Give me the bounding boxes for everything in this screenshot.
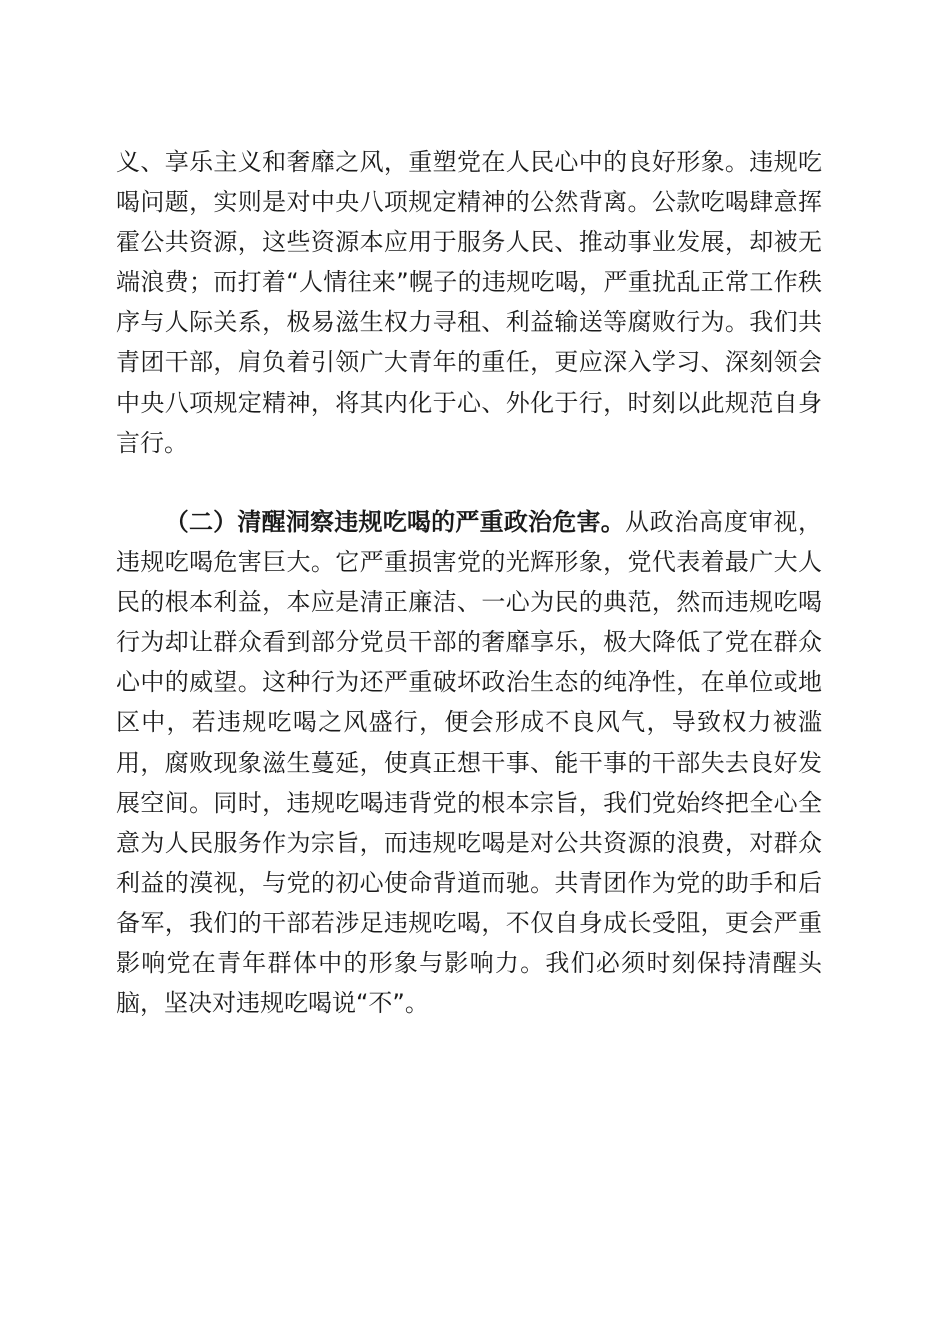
- section-body: 从政治高度审视，违规吃喝危害巨大。它严重损害党的光辉形象，党代表着最广大人民的根本利益，本应是清正廉洁、一心为民的典范，然而违规吃喝行为却让群众看到部分党员干部的奢靡享乐，极大降低了党在群众心中的威望。这种行为还严重破坏政治生态的纯净性，在单位或地区中，若违规吃喝之风盛行，便会形成不良风气，导致权力被滥用，腐败现象滋生蔓延，使真正想干事、能干事的干部失去良好发展空间。同时，违规吃喝违背党的根本宗旨，我们党始终把全心全意为人民服务作为宗旨，而违规吃喝是对公共资源的浪费，对群众利益的漠视，与党的初心使命背道而驰。共青团作为党的助手和后备军，我们的干部若涉足违规吃喝，不仅自身成长受阻，更会严重影响党在青年群体中的形象与影响力。我们必须时刻保持清醒头脑，坚决对违规吃喝说“不”。: [116, 508, 823, 1018]
- section-heading: （二）清醒洞察违规吃喝的严重政治危害。: [164, 507, 625, 536]
- paragraph-section-2: [116, 502, 822, 1023]
- paragraph-continuation: 义、享乐主义和奢靡之风，重塑党在人民心中的良好形象。违规吃喝问题，实则是对中央八项规定精神的公然背离。公款吃喝肆意挥霍公共资源，这些资源本应用于服务人民、推动事业发展，却被无端浪费；而打着“人情往来”幌子的违规吃喝，严重扰乱正常工作秩序与人际关系，极易滋生权力寻租、利益输送等腐败行为。我们共青团干部，肩负着引领广大青年的重任，更应深入学习、深刻领会中央八项规定精神，将其内化于心、外化于行，时刻以此规范自身言行。: [116, 148, 822, 457]
